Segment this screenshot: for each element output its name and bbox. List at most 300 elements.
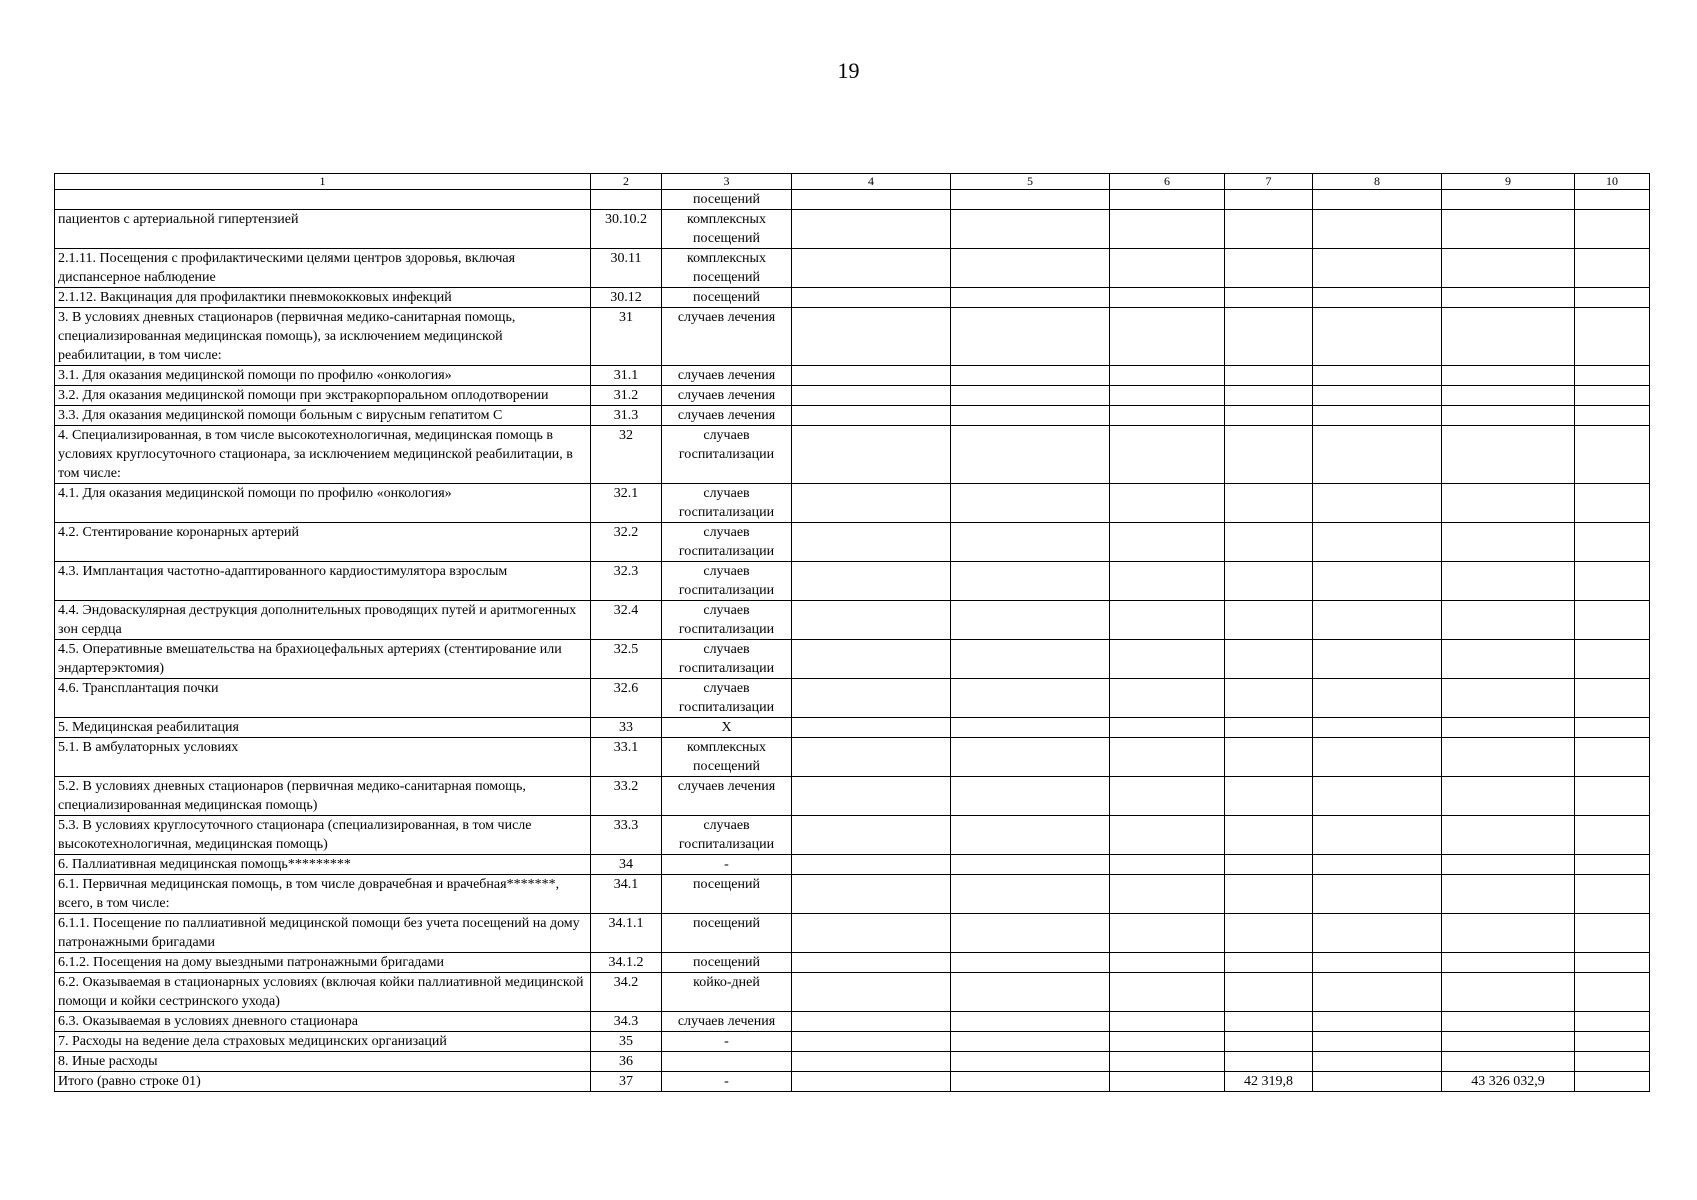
col6-cell <box>1110 777 1225 816</box>
table-row <box>55 914 1650 953</box>
col6-cell <box>1110 190 1225 210</box>
row-code-cell: 33 <box>591 718 662 738</box>
col9-cell: 43 326 032,9 <box>1442 1072 1575 1092</box>
row-unit-cell: - <box>662 1072 792 1092</box>
col10-cell <box>1575 601 1650 640</box>
col5-cell <box>951 738 1110 777</box>
row-code-cell: 32.5 <box>591 640 662 679</box>
row-name-cell: 5. Медицинская реабилитация <box>55 718 591 738</box>
col7-cell <box>1225 855 1313 875</box>
col5-cell <box>951 1012 1110 1032</box>
col9-cell <box>1442 953 1575 973</box>
col6-cell <box>1110 601 1225 640</box>
col4-cell <box>792 210 951 249</box>
col6-cell <box>1110 718 1225 738</box>
table-body <box>55 190 1650 1092</box>
row-name-cell <box>55 190 591 210</box>
col5-cell <box>951 973 1110 1012</box>
col8-cell <box>1313 308 1442 366</box>
col5-cell <box>951 406 1110 426</box>
row-unit-cell: комплексных посещений <box>662 738 792 777</box>
row-unit-cell: посещений <box>662 875 792 914</box>
row-code-cell <box>591 190 662 210</box>
row-code-cell: 34.1.2 <box>591 953 662 973</box>
row-name-cell: 4.5. Оперативные вмешательства на брахиоцефальных артериях (стентирование или эндартерэктомия) <box>55 640 591 679</box>
col5-cell <box>951 190 1110 210</box>
col5-cell <box>951 249 1110 288</box>
col7-cell <box>1225 1032 1313 1052</box>
row-code-cell: 32.2 <box>591 523 662 562</box>
col7-cell <box>1225 738 1313 777</box>
table-row <box>55 562 1650 601</box>
col6-cell <box>1110 973 1225 1012</box>
row-code-cell: 31.1 <box>591 366 662 386</box>
col6-cell <box>1110 406 1225 426</box>
row-unit-cell: случаев госпитализации <box>662 816 792 855</box>
table-row <box>55 816 1650 855</box>
row-name-cell: 6.2. Оказываемая в стационарных условиях (включая койки паллиативной медицинской помощи и койки сестринского ухода) <box>55 973 591 1012</box>
col8-cell <box>1313 386 1442 406</box>
col6-cell <box>1110 855 1225 875</box>
row-name-cell: 5.1. В амбулаторных условиях <box>55 738 591 777</box>
col5-cell <box>951 210 1110 249</box>
row-name-cell: Итого (равно строке 01) <box>55 1072 591 1092</box>
row-unit-cell: случаев госпитализации <box>662 679 792 718</box>
col7-cell <box>1225 1052 1313 1072</box>
col8-cell <box>1313 875 1442 914</box>
col4-cell <box>792 816 951 855</box>
col8-cell <box>1313 718 1442 738</box>
col9-cell <box>1442 190 1575 210</box>
col9-cell <box>1442 718 1575 738</box>
col9-cell <box>1442 816 1575 855</box>
col8-cell <box>1313 190 1442 210</box>
col10-cell <box>1575 914 1650 953</box>
col5-cell <box>951 523 1110 562</box>
row-name-cell: 4. Специализированная, в том числе высокотехнологичная, медицинская помощь в условиях круглосуточного стационара, за исключением медицинской реабилитации, в том числе: <box>55 426 591 484</box>
column-header: 3 <box>662 174 792 190</box>
row-name-cell: 4.3. Имплантация частотно-адаптированного кардиостимулятора взрослым <box>55 562 591 601</box>
col10-cell <box>1575 953 1650 973</box>
col8-cell <box>1313 855 1442 875</box>
col4-cell <box>792 679 951 718</box>
row-code-cell: 31.2 <box>591 386 662 406</box>
col7-cell <box>1225 249 1313 288</box>
column-header: 9 <box>1442 174 1575 190</box>
col5-cell <box>951 875 1110 914</box>
table-row <box>55 601 1650 640</box>
col7-cell <box>1225 816 1313 855</box>
table-row <box>55 640 1650 679</box>
table-row <box>55 679 1650 718</box>
row-unit-cell: случаев госпитализации <box>662 426 792 484</box>
col9-cell <box>1442 288 1575 308</box>
row-name-cell: 4.2. Стентирование коронарных артерий <box>55 523 591 562</box>
col9-cell <box>1442 875 1575 914</box>
col8-cell <box>1313 816 1442 855</box>
col7-cell <box>1225 308 1313 366</box>
col9-cell <box>1442 973 1575 1012</box>
col7-cell <box>1225 601 1313 640</box>
row-name-cell: 5.2. В условиях дневных стационаров (первичная медико-санитарная помощь, специализированная медицинская помощь) <box>55 777 591 816</box>
col4-cell <box>792 523 951 562</box>
col9-cell <box>1442 855 1575 875</box>
col6-cell <box>1110 426 1225 484</box>
col10-cell <box>1575 190 1650 210</box>
col5-cell <box>951 1052 1110 1072</box>
column-header: 6 <box>1110 174 1225 190</box>
col4-cell <box>792 973 951 1012</box>
col9-cell <box>1442 914 1575 953</box>
col9-cell <box>1442 366 1575 386</box>
col7-cell <box>1225 718 1313 738</box>
col6-cell <box>1110 738 1225 777</box>
col5-cell <box>951 953 1110 973</box>
row-unit-cell: случаев лечения <box>662 308 792 366</box>
row-name-cell: 3.3. Для оказания медицинской помощи больным с вирусным гепатитом С <box>55 406 591 426</box>
col10-cell <box>1575 484 1650 523</box>
row-unit-cell: случаев госпитализации <box>662 523 792 562</box>
col4-cell <box>792 914 951 953</box>
col4-cell <box>792 562 951 601</box>
column-header: 1 <box>55 174 591 190</box>
col6-cell <box>1110 914 1225 953</box>
col5-cell <box>951 426 1110 484</box>
col8-cell <box>1313 1012 1442 1032</box>
row-unit-cell: случаев лечения <box>662 386 792 406</box>
row-unit-cell: случаев лечения <box>662 1012 792 1032</box>
col4-cell <box>792 249 951 288</box>
col8-cell <box>1313 1032 1442 1052</box>
table-row <box>55 386 1650 406</box>
col7-cell <box>1225 973 1313 1012</box>
col9-cell <box>1442 386 1575 406</box>
row-code-cell: 35 <box>591 1032 662 1052</box>
row-name-cell: 7. Расходы на ведение дела страховых медицинских организаций <box>55 1032 591 1052</box>
col6-cell <box>1110 523 1225 562</box>
row-unit-cell: случаев лечения <box>662 777 792 816</box>
col6-cell <box>1110 1032 1225 1052</box>
col4-cell <box>792 426 951 484</box>
row-name-cell: 2.1.12. Вакцинация для профилактики пневмококковых инфекций <box>55 288 591 308</box>
col8-cell <box>1313 777 1442 816</box>
col6-cell <box>1110 484 1225 523</box>
col7-cell <box>1225 426 1313 484</box>
col10-cell <box>1575 1052 1650 1072</box>
row-code-cell: 30.11 <box>591 249 662 288</box>
col9-cell <box>1442 1052 1575 1072</box>
column-header: 5 <box>951 174 1110 190</box>
col8-cell <box>1313 210 1442 249</box>
table-row <box>55 875 1650 914</box>
row-code-cell: 32.1 <box>591 484 662 523</box>
col8-cell <box>1313 249 1442 288</box>
row-unit-cell: Х <box>662 718 792 738</box>
col8-cell <box>1313 366 1442 386</box>
col4-cell <box>792 718 951 738</box>
col10-cell <box>1575 308 1650 366</box>
col8-cell <box>1313 953 1442 973</box>
col10-cell <box>1575 366 1650 386</box>
col8-cell <box>1313 1072 1442 1092</box>
col6-cell <box>1110 640 1225 679</box>
row-name-cell: 3. В условиях дневных стационаров (первичная медико-санитарная помощь, специализированная медицинская помощь), за исключением медицинской реабилитации, в том числе: <box>55 308 591 366</box>
col9-cell <box>1442 1032 1575 1052</box>
col9-cell <box>1442 738 1575 777</box>
table-row <box>55 406 1650 426</box>
col9-cell <box>1442 640 1575 679</box>
row-name-cell: 6. Паллиативная медицинская помощь********* <box>55 855 591 875</box>
col4-cell <box>792 308 951 366</box>
col8-cell <box>1313 523 1442 562</box>
column-number-row <box>55 174 1650 190</box>
row-code-cell: 34.3 <box>591 1012 662 1032</box>
column-header: 7 <box>1225 174 1313 190</box>
row-name-cell: 5.3. В условиях круглосуточного стационара (специализированная, в том числе высокотехнологичная, медицинская помощь) <box>55 816 591 855</box>
col7-cell <box>1225 406 1313 426</box>
col9-cell <box>1442 308 1575 366</box>
col8-cell <box>1313 288 1442 308</box>
col5-cell <box>951 386 1110 406</box>
col8-cell <box>1313 601 1442 640</box>
row-unit-cell: случаев лечения <box>662 366 792 386</box>
col10-cell <box>1575 777 1650 816</box>
row-name-cell: 6.1.2. Посещения на дому выездными патронажными бригадами <box>55 953 591 973</box>
col9-cell <box>1442 1012 1575 1032</box>
col7-cell <box>1225 386 1313 406</box>
col6-cell <box>1110 366 1225 386</box>
col6-cell <box>1110 1072 1225 1092</box>
col8-cell <box>1313 914 1442 953</box>
col9-cell <box>1442 523 1575 562</box>
col9-cell <box>1442 210 1575 249</box>
col8-cell <box>1313 406 1442 426</box>
table-row <box>55 288 1650 308</box>
row-code-cell: 32.4 <box>591 601 662 640</box>
table-row <box>55 366 1650 386</box>
col10-cell <box>1575 1012 1650 1032</box>
row-unit-cell: - <box>662 855 792 875</box>
table-row <box>55 738 1650 777</box>
col7-cell <box>1225 777 1313 816</box>
col5-cell <box>951 1072 1110 1092</box>
row-name-cell: 4.4. Эндоваскулярная деструкция дополнительных проводящих путей и аритмогенных зон сердца <box>55 601 591 640</box>
row-name-cell: 6.1. Первичная медицинская помощь, в том числе доврачебная и врачебная*******, всего, в том числе: <box>55 875 591 914</box>
col4-cell <box>792 640 951 679</box>
col7-cell <box>1225 953 1313 973</box>
col6-cell <box>1110 1012 1225 1032</box>
table-row <box>55 973 1650 1012</box>
col7-cell <box>1225 875 1313 914</box>
row-code-cell: 30.12 <box>591 288 662 308</box>
col7-cell <box>1225 484 1313 523</box>
col4-cell <box>792 601 951 640</box>
row-code-cell: 32.3 <box>591 562 662 601</box>
col6-cell <box>1110 308 1225 366</box>
row-code-cell: 34 <box>591 855 662 875</box>
row-name-cell: 3.1. Для оказания медицинской помощи по профилю «онкология» <box>55 366 591 386</box>
table-row <box>55 308 1650 366</box>
col5-cell <box>951 914 1110 953</box>
page-number: 19 <box>837 58 860 83</box>
col5-cell <box>951 816 1110 855</box>
col7-cell <box>1225 1012 1313 1032</box>
col4-cell <box>792 738 951 777</box>
col10-cell <box>1575 562 1650 601</box>
col9-cell <box>1442 777 1575 816</box>
col9-cell <box>1442 406 1575 426</box>
col10-cell <box>1575 249 1650 288</box>
row-name-cell: 6.1.1. Посещение по паллиативной медицинской помощи без учета посещений на дому патронажными бригадами <box>55 914 591 953</box>
row-code-cell: 37 <box>591 1072 662 1092</box>
data-table <box>54 173 1650 1092</box>
col10-cell <box>1575 738 1650 777</box>
col6-cell <box>1110 875 1225 914</box>
row-unit-cell: посещений <box>662 914 792 953</box>
col9-cell <box>1442 562 1575 601</box>
col4-cell <box>792 366 951 386</box>
row-name-cell: 6.3. Оказываемая в условиях дневного стационара <box>55 1012 591 1032</box>
table-row <box>55 249 1650 288</box>
col10-cell <box>1575 640 1650 679</box>
row-unit-cell: случаев госпитализации <box>662 640 792 679</box>
col10-cell <box>1575 875 1650 914</box>
col7-cell <box>1225 210 1313 249</box>
col4-cell <box>792 777 951 816</box>
col4-cell <box>792 855 951 875</box>
col6-cell <box>1110 210 1225 249</box>
column-header: 4 <box>792 174 951 190</box>
col4-cell <box>792 288 951 308</box>
col9-cell <box>1442 426 1575 484</box>
col6-cell <box>1110 1052 1225 1072</box>
col7-cell: 42 319,8 <box>1225 1072 1313 1092</box>
column-header: 2 <box>591 174 662 190</box>
row-unit-cell <box>662 1052 792 1072</box>
table-row <box>55 1012 1650 1032</box>
col5-cell <box>951 484 1110 523</box>
row-unit-cell: посещений <box>662 953 792 973</box>
col10-cell <box>1575 523 1650 562</box>
row-code-cell: 31.3 <box>591 406 662 426</box>
row-unit-cell: случаев лечения <box>662 406 792 426</box>
row-name-cell: 4.6. Трансплантация почки <box>55 679 591 718</box>
col6-cell <box>1110 679 1225 718</box>
row-unit-cell: случаев госпитализации <box>662 484 792 523</box>
col4-cell <box>792 1072 951 1092</box>
col5-cell <box>951 562 1110 601</box>
col6-cell <box>1110 816 1225 855</box>
row-code-cell: 32 <box>591 426 662 484</box>
col10-cell <box>1575 406 1650 426</box>
col5-cell <box>951 679 1110 718</box>
row-code-cell: 31 <box>591 308 662 366</box>
col10-cell <box>1575 679 1650 718</box>
row-unit-cell: комплексных посещений <box>662 210 792 249</box>
row-name-cell: 8. Иные расходы <box>55 1052 591 1072</box>
row-code-cell: 36 <box>591 1052 662 1072</box>
col4-cell <box>792 386 951 406</box>
col7-cell <box>1225 914 1313 953</box>
col4-cell <box>792 484 951 523</box>
col8-cell <box>1313 640 1442 679</box>
col8-cell <box>1313 426 1442 484</box>
col7-cell <box>1225 190 1313 210</box>
row-unit-cell: посещений <box>662 288 792 308</box>
col7-cell <box>1225 679 1313 718</box>
table-row <box>55 190 1650 210</box>
table-row <box>55 1032 1650 1052</box>
col5-cell <box>951 288 1110 308</box>
row-unit-cell: посещений <box>662 190 792 210</box>
col7-cell <box>1225 523 1313 562</box>
col4-cell <box>792 1012 951 1032</box>
col5-cell <box>951 777 1110 816</box>
row-name-cell: 3.2. Для оказания медицинской помощи при экстракорпоральном оплодотворении <box>55 386 591 406</box>
row-unit-cell: комплексных посещений <box>662 249 792 288</box>
col5-cell <box>951 366 1110 386</box>
col7-cell <box>1225 366 1313 386</box>
table-row <box>55 1072 1650 1092</box>
col6-cell <box>1110 288 1225 308</box>
col8-cell <box>1313 484 1442 523</box>
col8-cell <box>1313 738 1442 777</box>
col6-cell <box>1110 249 1225 288</box>
table-row <box>55 953 1650 973</box>
row-name-cell: 2.1.11. Посещения с профилактическими целями центров здоровья, включая диспансерное наблюдение <box>55 249 591 288</box>
row-code-cell: 32.6 <box>591 679 662 718</box>
col6-cell <box>1110 562 1225 601</box>
col7-cell <box>1225 640 1313 679</box>
col8-cell <box>1313 679 1442 718</box>
table-row <box>55 484 1650 523</box>
col10-cell <box>1575 386 1650 406</box>
row-name-cell: 4.1. Для оказания медицинской помощи по профилю «онкология» <box>55 484 591 523</box>
col9-cell <box>1442 249 1575 288</box>
col5-cell <box>951 718 1110 738</box>
col8-cell <box>1313 973 1442 1012</box>
col10-cell <box>1575 816 1650 855</box>
col9-cell <box>1442 601 1575 640</box>
col4-cell <box>792 875 951 914</box>
col10-cell <box>1575 210 1650 249</box>
row-unit-cell: - <box>662 1032 792 1052</box>
col4-cell <box>792 953 951 973</box>
col10-cell <box>1575 288 1650 308</box>
col10-cell <box>1575 426 1650 484</box>
table-row <box>55 718 1650 738</box>
col10-cell <box>1575 1032 1650 1052</box>
table-row <box>55 777 1650 816</box>
table-row <box>55 1052 1650 1072</box>
row-name-cell: пациентов с артериальной гипертензией <box>55 210 591 249</box>
table-row <box>55 210 1650 249</box>
col10-cell <box>1575 1072 1650 1092</box>
table-row <box>55 855 1650 875</box>
col5-cell <box>951 308 1110 366</box>
col5-cell <box>951 855 1110 875</box>
col5-cell <box>951 1032 1110 1052</box>
col7-cell <box>1225 288 1313 308</box>
col4-cell <box>792 190 951 210</box>
col7-cell <box>1225 562 1313 601</box>
table-row <box>55 426 1650 484</box>
row-code-cell: 34.2 <box>591 973 662 1012</box>
col6-cell <box>1110 386 1225 406</box>
column-header: 10 <box>1575 174 1650 190</box>
row-unit-cell: койко-дней <box>662 973 792 1012</box>
col5-cell <box>951 601 1110 640</box>
